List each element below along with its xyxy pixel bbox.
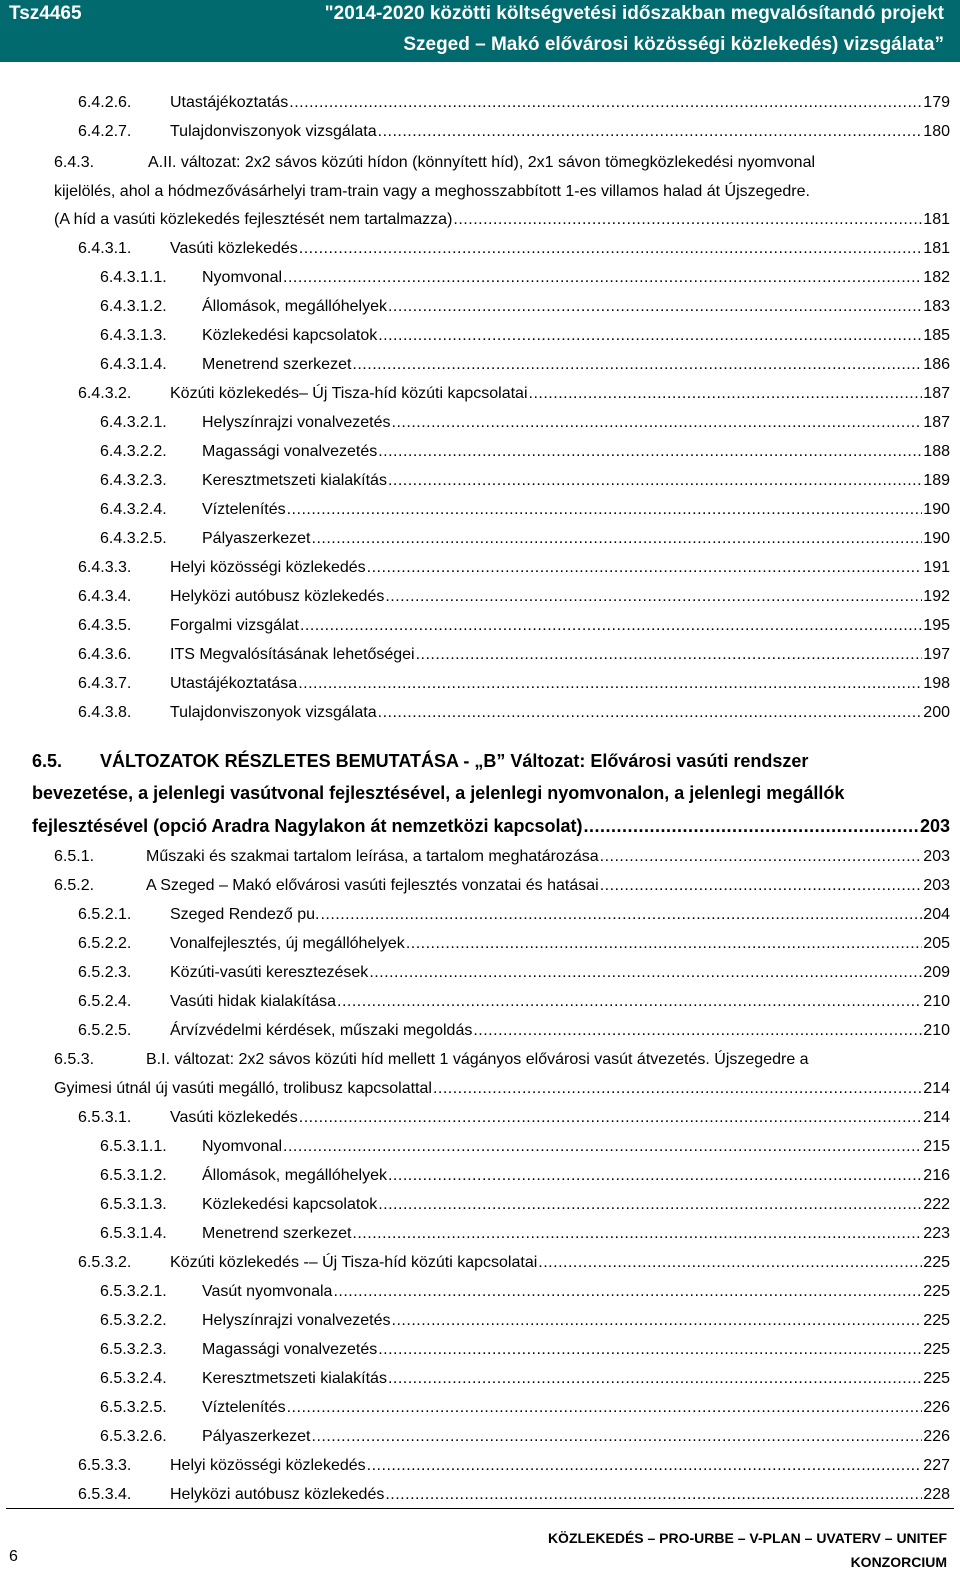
- page-header: [0, 0, 960, 62]
- toc-number: 6.5.3.1.2.: [100, 1167, 167, 1184]
- toc-page: 179: [923, 94, 950, 111]
- toc-entry[interactable]: [100, 295, 950, 317]
- toc-title: Állomások, megállóhelyek: [202, 1167, 387, 1184]
- toc-title: Állomások, megállóhelyek: [202, 298, 387, 315]
- toc-page: 190: [923, 530, 950, 547]
- toc-leader: [352, 1224, 922, 1244]
- toc-number: 6.5.3.1.1.: [100, 1138, 167, 1155]
- toc-entry[interactable]: [100, 1367, 950, 1389]
- header-title-line2: Szeged – Makó elővárosi közösségi közlekedés) vizsgálata”: [403, 34, 944, 55]
- toc-leader: [378, 122, 923, 142]
- toc-number: 6.4.3.5.: [78, 617, 132, 634]
- toc-title: Tulajdonviszonyok vizsgálata: [170, 123, 377, 140]
- document-code: Tsz4465: [9, 3, 82, 24]
- toc-title: Közlekedési kapcsolatok: [202, 327, 378, 344]
- toc-entry[interactable]: [78, 614, 950, 636]
- toc-number: 6.4.3.3.: [78, 559, 132, 576]
- toc-entry[interactable]: [100, 1338, 950, 1360]
- toc-title: Helyközi autóbusz közlekedés: [170, 1486, 385, 1503]
- toc-entry-line1: [54, 1050, 809, 1070]
- toc-entry[interactable]: [100, 498, 950, 520]
- toc-leader: [287, 1398, 923, 1418]
- toc-number: 6.4.3.1.4.: [100, 356, 167, 373]
- toc-leader: [392, 413, 923, 433]
- toc-entry[interactable]: [100, 1280, 950, 1302]
- toc-title: Vasúti közlekedés: [170, 240, 298, 257]
- toc-number: 6.5.3.2.: [78, 1254, 132, 1271]
- toc-number: 6.5.3.2.5.: [100, 1399, 167, 1416]
- toc-number: 6.4.2.6.: [78, 94, 132, 111]
- toc-page: 214: [923, 1080, 950, 1097]
- toc-entry[interactable]: [100, 353, 950, 375]
- toc-leader: [378, 326, 922, 346]
- toc-number: 6.4.3.2.: [78, 385, 132, 402]
- toc-leader: [300, 616, 922, 636]
- toc-number: 6.5.2.: [54, 877, 95, 894]
- toc-leader: [600, 876, 923, 896]
- toc-entry[interactable]: [78, 1454, 950, 1476]
- toc-section-entry[interactable]: [32, 814, 950, 836]
- toc-number: 6.5.2.1.: [78, 906, 132, 923]
- toc-page: 226: [923, 1399, 950, 1416]
- toc-title: Víztelenítés: [202, 501, 286, 518]
- footer-divider: [6, 1508, 954, 1509]
- toc-entry[interactable]: [78, 556, 950, 578]
- toc-leader: [388, 297, 922, 317]
- toc-entry[interactable]: [78, 903, 950, 925]
- toc-number: 6.4.3.1.: [78, 240, 132, 257]
- toc-title: Árvízvédelmi kérdések, műszaki megoldás: [170, 1022, 473, 1039]
- toc-entry[interactable]: [78, 932, 950, 954]
- toc-title: (A híd a vasúti közlekedés fejlesztését nem tartalmazza): [54, 211, 453, 228]
- toc-page: 180: [923, 123, 950, 140]
- toc-leader: [299, 1108, 923, 1128]
- toc-leader: [320, 905, 922, 925]
- toc-entry[interactable]: [100, 1164, 950, 1186]
- toc-entry[interactable]: [54, 208, 950, 230]
- toc-page: 181: [923, 211, 950, 228]
- toc-leader: [453, 210, 922, 230]
- toc-leader: [289, 93, 922, 113]
- toc-title: Közúti-vasúti keresztezések: [170, 964, 369, 981]
- toc-entry[interactable]: [78, 91, 950, 113]
- toc-page: 225: [923, 1254, 950, 1271]
- toc-number: 6.4.3.2.4.: [100, 501, 167, 518]
- toc-leader: [538, 1253, 922, 1273]
- toc-number: 6.5.3.1.: [78, 1109, 132, 1126]
- toc-entry[interactable]: [78, 961, 950, 983]
- toc-page: 186: [923, 356, 950, 373]
- toc-entry[interactable]: [100, 1396, 950, 1418]
- toc-leader: [600, 847, 923, 867]
- toc-page: 225: [923, 1341, 950, 1358]
- toc-title: Menetrend szerkezet: [202, 1225, 352, 1242]
- toc-title: Utastájékoztatás: [170, 94, 289, 111]
- toc-title: Forgalmi vizsgálat: [170, 617, 299, 634]
- toc-page: 225: [923, 1283, 950, 1300]
- toc-page: 189: [923, 472, 950, 489]
- toc-title: Helyi közösségi közlekedés: [170, 559, 366, 576]
- toc-leader: [312, 1427, 923, 1447]
- toc-number: 6.4.3.: [54, 154, 95, 171]
- toc-number: 6.4.3.2.1.: [100, 414, 167, 431]
- toc-leader: [529, 384, 923, 404]
- toc-leader: [406, 934, 922, 954]
- toc-page: 191: [923, 559, 950, 576]
- toc-number: 6.5.2.4.: [78, 993, 132, 1010]
- toc-page: 210: [923, 993, 950, 1010]
- toc-number: 6.4.3.4.: [78, 588, 132, 605]
- toc-leader: [388, 1166, 922, 1186]
- toc-leader: [333, 1282, 922, 1302]
- toc-title: Helyszínrajzi vonalvezetés: [202, 414, 391, 431]
- toc-leader: [378, 703, 923, 723]
- toc-number: 6.5.3.4.: [78, 1486, 132, 1503]
- toc-page: 226: [923, 1428, 950, 1445]
- toc-entry[interactable]: [100, 266, 950, 288]
- toc-page: 181: [923, 240, 950, 257]
- toc-entry[interactable]: [78, 237, 950, 259]
- toc-page: 192: [923, 588, 950, 605]
- toc-number: 6.4.3.8.: [78, 704, 132, 721]
- toc-page: 225: [923, 1312, 950, 1329]
- toc-leader: [416, 645, 923, 665]
- toc-entry[interactable]: [100, 469, 950, 491]
- toc-number: 6.5.3.3.: [78, 1457, 132, 1474]
- toc-title: Helyközi autóbusz közlekedés: [170, 588, 385, 605]
- toc-title: Keresztmetszeti kialakítás: [202, 1370, 387, 1387]
- toc-entry[interactable]: [78, 1483, 950, 1505]
- toc-leader: [433, 1079, 922, 1099]
- toc-title: Pályaszerkezet: [202, 530, 311, 547]
- toc-entry[interactable]: [78, 382, 950, 404]
- toc-page: 215: [923, 1138, 950, 1155]
- toc-leader: [367, 558, 923, 578]
- toc-number: 6.4.3.1.2.: [100, 298, 167, 315]
- toc-number: 6.4.3.6.: [78, 646, 132, 663]
- toc-page: 225: [923, 1370, 950, 1387]
- toc-entry[interactable]: [100, 1193, 950, 1215]
- toc-page: 228: [923, 1486, 950, 1503]
- page-number: 6: [9, 1548, 18, 1565]
- toc-title: Gyimesi útnál új vasúti megálló, trolibusz kapcsolattal: [54, 1080, 432, 1097]
- toc-page: 216: [923, 1167, 950, 1184]
- toc-title: Víztelenítés: [202, 1399, 286, 1416]
- toc-page: 188: [923, 443, 950, 460]
- toc-page: 210: [923, 1022, 950, 1039]
- toc-leader: [283, 268, 922, 288]
- toc-title: Helyszínrajzi vonalvezetés: [202, 1312, 391, 1329]
- toc-number: 6.4.3.2.5.: [100, 530, 167, 547]
- toc-entry[interactable]: [78, 990, 950, 1012]
- toc-title: Nyomvonal: [202, 1138, 283, 1155]
- toc-title: A Szeged – Makó elővárosi vasúti fejlesztés vonzatai és hatásai: [146, 877, 599, 894]
- toc-leader: [367, 1456, 923, 1476]
- toc-number: 6.5.3.2.3.: [100, 1341, 167, 1358]
- toc-leader: [299, 239, 923, 259]
- toc-page: 197: [923, 646, 950, 663]
- toc-entry[interactable]: [78, 1019, 950, 1041]
- toc-title: Magassági vonalvezetés: [202, 1341, 378, 1358]
- toc-entry-line1: [54, 153, 815, 173]
- toc-number: 6.5.3.2.6.: [100, 1428, 167, 1445]
- toc-entry[interactable]: [78, 643, 950, 665]
- toc-title: Utastájékoztatása: [170, 675, 298, 692]
- toc-number: 6.4.2.7.: [78, 123, 132, 140]
- toc-page: 190: [923, 501, 950, 518]
- toc-number: 6.5.3.1.4.: [100, 1225, 167, 1242]
- toc-leader: [385, 1485, 922, 1505]
- toc-entry[interactable]: [54, 845, 950, 867]
- toc-title-part: B.I. változat: 2x2 sávos közúti híd mellett 1 vágányos elővárosi vasút átvezetés. Újszegedre a: [146, 1051, 809, 1068]
- toc-title-part: VÁLTOZATOK RÉSZLETES BEMUTATÁSA - „B” Változat: Elővárosi vasúti rendszer: [100, 751, 809, 771]
- toc-number: 6.5.3.2.1.: [100, 1283, 167, 1300]
- toc-page: 203: [923, 848, 950, 865]
- toc-number: 6.4.3.7.: [78, 675, 132, 692]
- toc-title: Tulajdonviszonyok vizsgálata: [170, 704, 377, 721]
- toc-page: 209: [923, 964, 950, 981]
- toc-number: 6.5.: [32, 751, 63, 771]
- toc-entry[interactable]: [100, 411, 950, 433]
- header-title-line1: "2014-2020 közötti költségvetési időszakban megvalósítandó projekt: [324, 3, 944, 24]
- toc-leader: [378, 1195, 922, 1215]
- toc-number: 6.5.3.2.4.: [100, 1370, 167, 1387]
- toc-leader: [385, 587, 922, 607]
- toc-title: Közlekedési kapcsolatok: [202, 1196, 378, 1213]
- toc-entry[interactable]: [100, 324, 950, 346]
- toc-page: 223: [923, 1225, 950, 1242]
- toc-number: 6.4.3.2.3.: [100, 472, 167, 489]
- toc-number: 6.5.2.5.: [78, 1022, 132, 1039]
- toc-title: Vasút nyomvonala: [202, 1283, 333, 1300]
- toc-page: 187: [923, 414, 950, 431]
- toc-number: 6.4.3.1.1.: [100, 269, 167, 286]
- toc-number: 6.4.3.1.3.: [100, 327, 167, 344]
- toc-entry[interactable]: [78, 120, 950, 142]
- toc-leader: [378, 1340, 922, 1360]
- toc-title: fejlesztésével (opció Aradra Nagylakon át nemzetközi kapcsolat): [32, 816, 583, 836]
- toc-title: Közúti közlekedés– Új Tisza-híd közúti kapcsolatai: [170, 385, 528, 402]
- toc-number: 6.5.2.2.: [78, 935, 132, 952]
- toc-entry[interactable]: [100, 1425, 950, 1447]
- toc-leader: [298, 674, 922, 694]
- toc-leader: [287, 500, 923, 520]
- toc-title: ITS Megvalósításának lehetőségei: [170, 646, 415, 663]
- toc-title: Helyi közösségi közlekedés: [170, 1457, 366, 1474]
- toc-number: 6.5.2.3.: [78, 964, 132, 981]
- toc-title: Magassági vonalvezetés: [202, 443, 378, 460]
- toc-leader: [584, 816, 919, 836]
- toc-page: 200: [923, 704, 950, 721]
- toc-page: 198: [923, 675, 950, 692]
- toc-entry[interactable]: [78, 701, 950, 723]
- toc-title: Közúti közlekedés -– Új Tisza-híd közúti kapcsolatai: [170, 1254, 538, 1271]
- toc-leader: [369, 963, 922, 983]
- toc-title: Pályaszerkezet: [202, 1428, 311, 1445]
- toc-leader: [378, 442, 922, 462]
- toc-leader: [392, 1311, 923, 1331]
- toc-section-line1: [32, 750, 808, 772]
- toc-title: Műszaki és szakmai tartalom leírása, a tartalom meghatározása: [146, 848, 599, 865]
- toc-leader: [352, 355, 922, 375]
- toc-entry[interactable]: [78, 1106, 950, 1128]
- toc-leader: [388, 471, 922, 491]
- toc-entry[interactable]: [54, 874, 950, 896]
- toc-entry[interactable]: [78, 1251, 950, 1273]
- toc-number: 6.5.1.: [54, 848, 95, 865]
- toc-title: Nyomvonal: [202, 269, 283, 286]
- toc-entry[interactable]: [78, 672, 950, 694]
- toc-leader: [312, 529, 923, 549]
- toc-title: Szeged Rendező pu.: [170, 906, 320, 923]
- toc-leader: [473, 1021, 922, 1041]
- toc-entry[interactable]: [100, 1309, 950, 1331]
- toc-page: 204: [923, 906, 950, 923]
- toc-title: Vonalfejlesztés, új megállóhelyek: [170, 935, 405, 952]
- toc-entry-line2: kijelölés, ahol a hódmezővásárhelyi tram-train vagy a meghosszabbított 1-es villamos halad át Újszegedre.: [54, 183, 810, 200]
- toc-leader: [388, 1369, 922, 1389]
- toc-section-line2: bevezetése, a jelenlegi vasútvonal fejlesztésével, a jelenlegi nyomvonalon, a jelenlegi megállók: [32, 783, 845, 803]
- toc-number: 6.5.3.: [54, 1051, 95, 1068]
- toc-page: 222: [923, 1196, 950, 1213]
- toc-page: 227: [923, 1457, 950, 1474]
- toc-number: 6.4.3.2.2.: [100, 443, 167, 460]
- toc-page: 214: [923, 1109, 950, 1126]
- toc-page: 195: [923, 617, 950, 634]
- toc-title: Keresztmetszeti kialakítás: [202, 472, 387, 489]
- toc-page: 203: [919, 816, 950, 836]
- toc-number: 6.5.3.2.2.: [100, 1312, 167, 1329]
- toc-number: 6.5.3.1.3.: [100, 1196, 167, 1213]
- toc-title-part: A.II. változat: 2x2 sávos közúti hídon (könnyített híd), 2x1 sávon tömegközlekedési nyomvonal: [148, 154, 816, 171]
- toc-entry[interactable]: [100, 1222, 950, 1244]
- toc-entry[interactable]: [100, 440, 950, 462]
- toc-title: Menetrend szerkezet: [202, 356, 352, 373]
- toc-page: 183: [923, 298, 950, 315]
- toc-entry[interactable]: [100, 527, 950, 549]
- toc-leader: [283, 1137, 922, 1157]
- toc-title: Vasúti közlekedés: [170, 1109, 298, 1126]
- toc-leader: [337, 992, 922, 1012]
- toc-page: 187: [923, 385, 950, 402]
- toc-page: 203: [923, 877, 950, 894]
- toc-entry[interactable]: [78, 585, 950, 607]
- toc-page: 205: [923, 935, 950, 952]
- footer-consortium: KÖZLEKEDÉS – PRO-URBE – V-PLAN – UVATERV – UNITEF KONZORCIUM: [547, 1530, 947, 1570]
- toc-entry[interactable]: [100, 1135, 950, 1157]
- toc-page: 185: [923, 327, 950, 344]
- toc-entry[interactable]: [54, 1077, 950, 1099]
- toc-page: 182: [923, 269, 950, 286]
- toc-title: Vasúti hidak kialakítása: [170, 993, 337, 1010]
